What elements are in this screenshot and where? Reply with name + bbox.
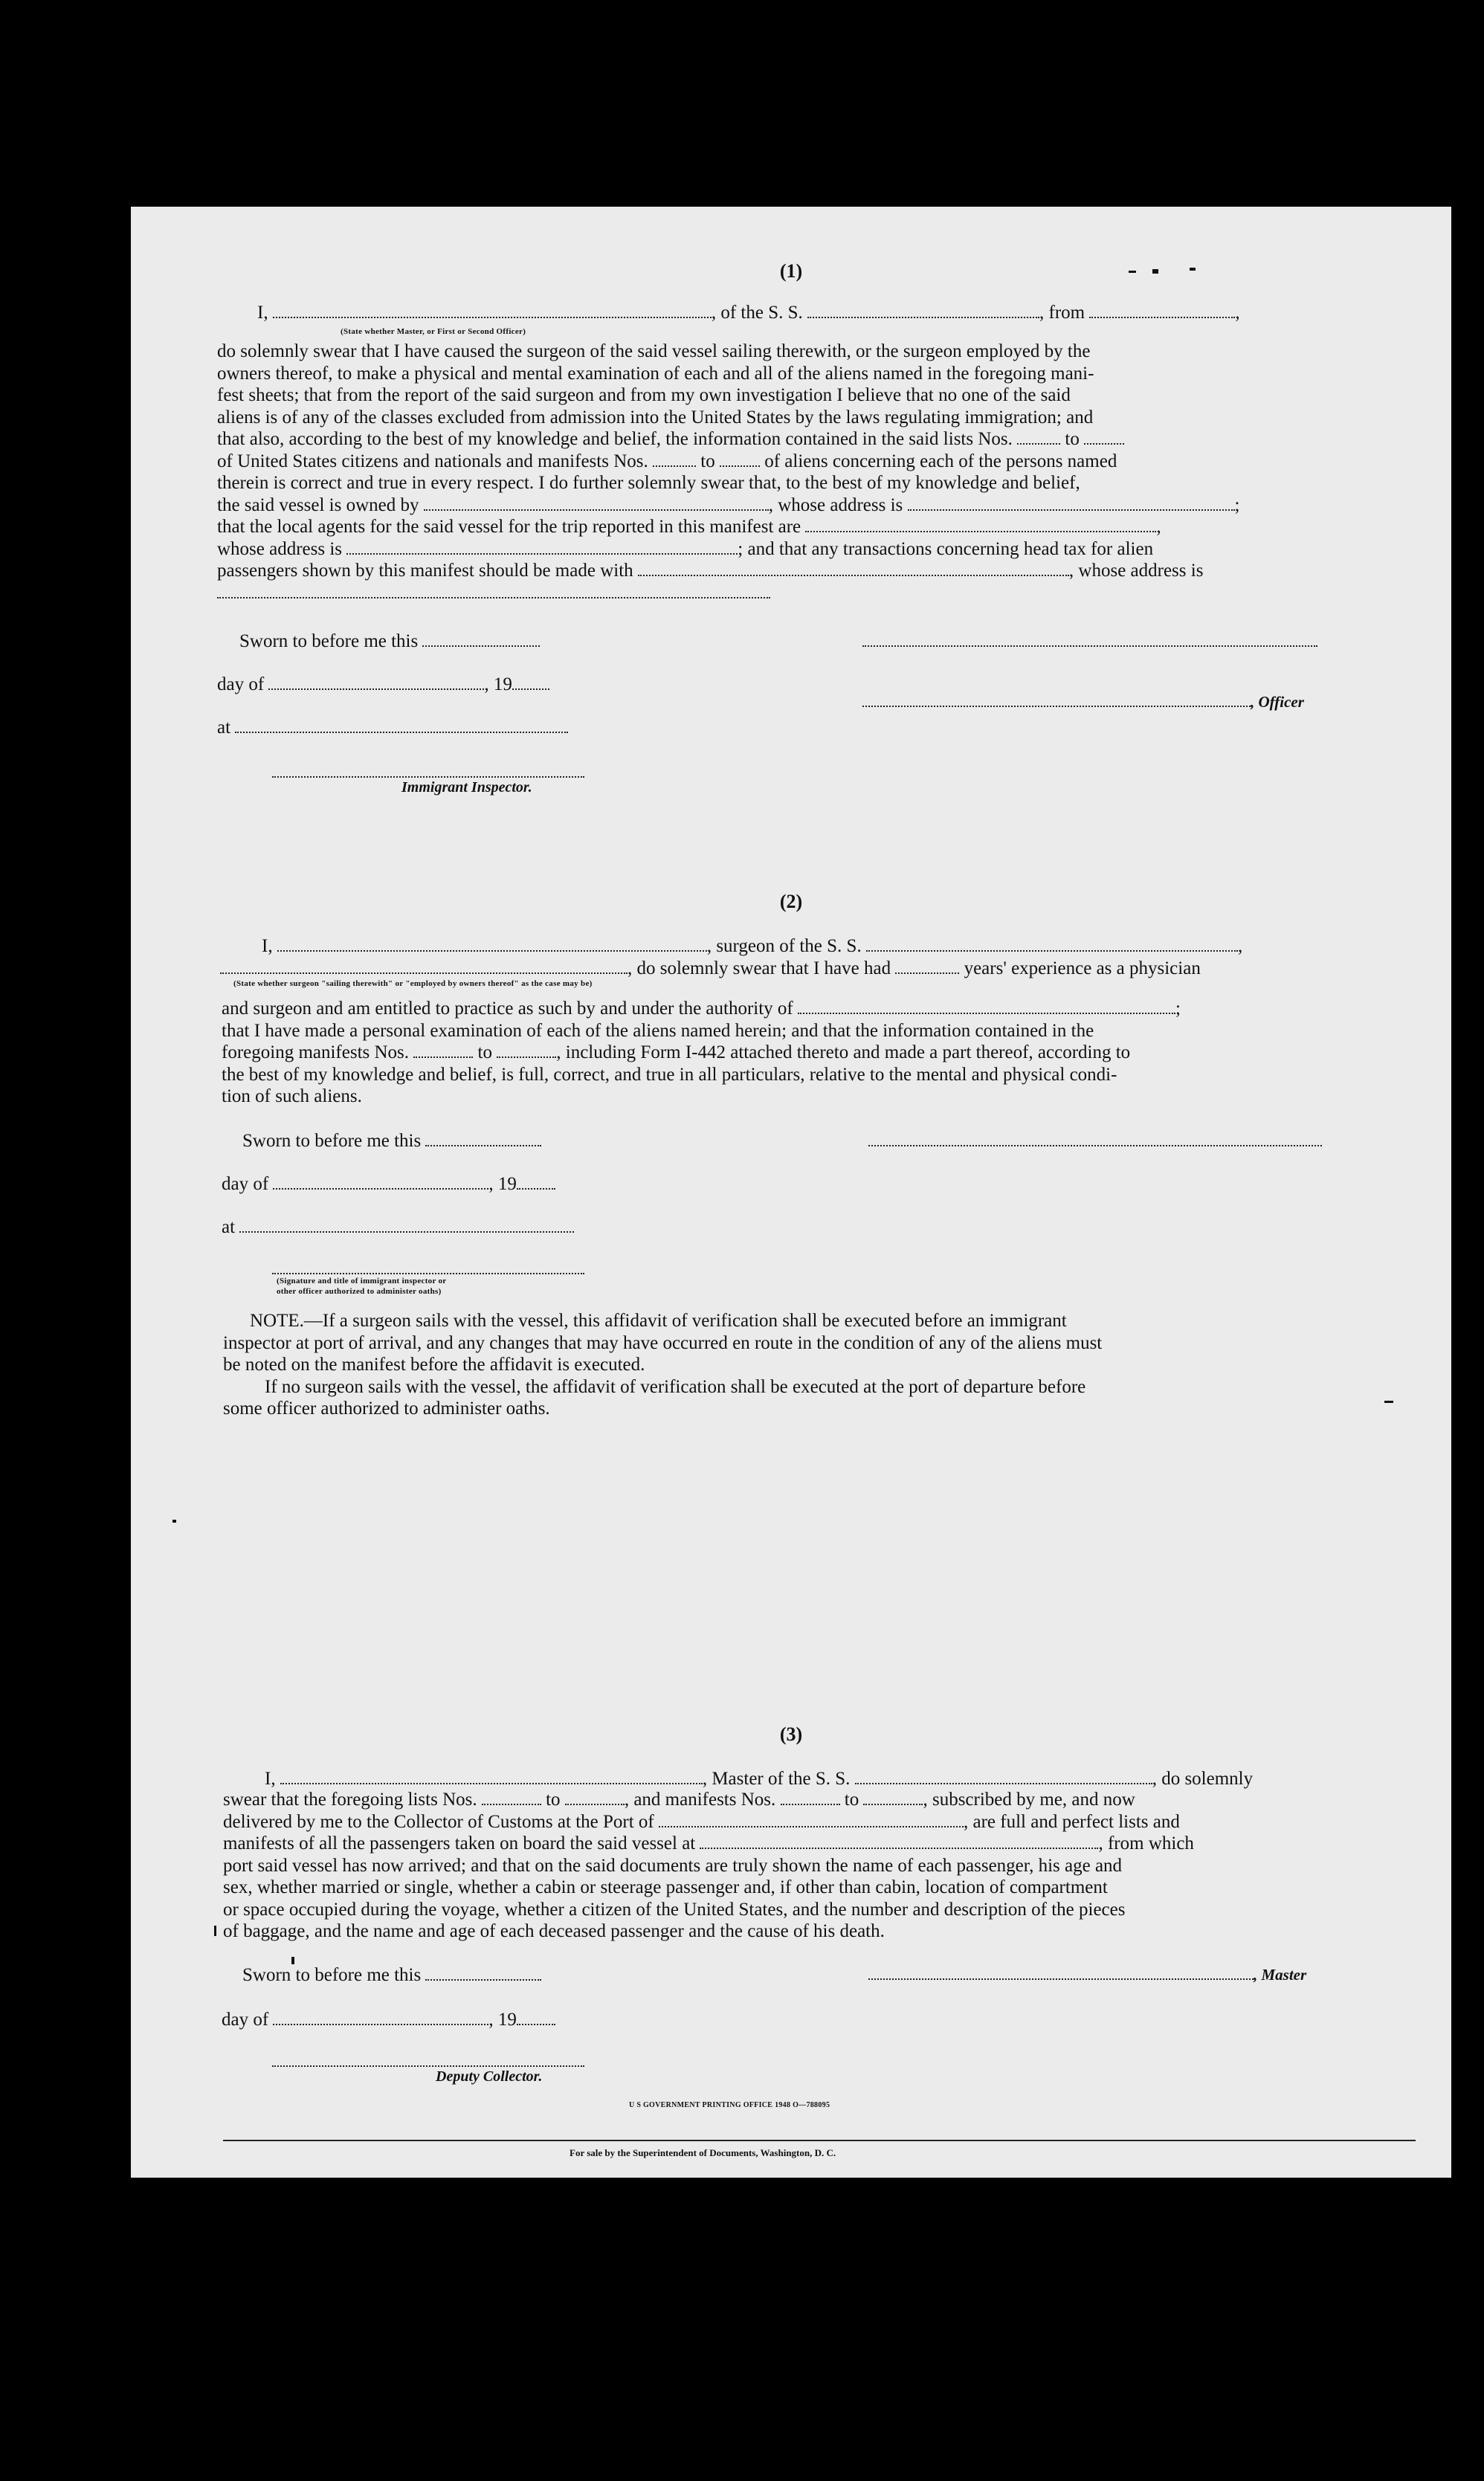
surgeon-manifests-from-field[interactable] xyxy=(413,1042,473,1058)
section-1-number: (1) xyxy=(779,260,803,282)
master-manifests-to-field[interactable] xyxy=(863,1789,923,1805)
section-2-number: (2) xyxy=(779,891,803,912)
head-tax-address-field[interactable] xyxy=(217,582,770,599)
from-port-field[interactable] xyxy=(1089,302,1235,318)
signature-title-note: (Signature and title of immigrant inspector or other officer authorized to administer oaths) xyxy=(277,1277,447,1296)
place-field[interactable] xyxy=(239,1216,574,1233)
day-field[interactable] xyxy=(273,1173,488,1190)
officer-title-field[interactable] xyxy=(862,696,1251,707)
administering-officer-signature-line[interactable] xyxy=(272,1273,584,1274)
gpo-imprint: U S GOVERNMENT PRINTING OFFICE 1948 O—788095 xyxy=(629,2101,830,2109)
section-2-sworn-line: Sworn to before me this xyxy=(242,1130,541,1152)
surgeon-name-field[interactable] xyxy=(277,935,707,952)
officer-rank-note: (State whether Master, or First or Second Officer) xyxy=(341,327,526,336)
section-3-oath: swear that the foregoing lists Nos. to , and manifests Nos. to , subscribed by me, and now delivered by me to the Collector of Customs at the Port of , are full and perfect lists and manifests of all the passengers taken on board the said vessel at , from which port said vessel has now arrived; and that on the said documents are truly shown the name of each passenger, his age and sex, whether married or single, whether a cabin or steerage passenger and, if other than cabin, location of compartment or space occupied during the voyage, whether a citizen of the United States, and the number and description of the pieces of baggage, and the name and age of each deceased passenger and the cause of his death. xyxy=(223,1790,1194,1941)
inspector-signature-line[interactable] xyxy=(272,776,584,778)
master-lists-to-field[interactable] xyxy=(565,1789,625,1805)
head-tax-party-field[interactable] xyxy=(638,560,1069,576)
scan-mark xyxy=(291,1957,294,1964)
owner-address-field[interactable] xyxy=(908,494,1235,511)
agents-address-field[interactable] xyxy=(346,538,738,555)
section-3-master-signature: , Master xyxy=(868,1966,1306,1984)
section-1-sworn-line: Sworn to before me this xyxy=(239,630,540,652)
master-manifests-from-field[interactable] xyxy=(781,1789,840,1805)
sale-notice: For sale by the Superintendent of Documents, Washington, D. C. xyxy=(570,2147,836,2158)
surgeon-manifests-to-field[interactable] xyxy=(497,1042,556,1058)
section-1-at-line: at xyxy=(217,717,568,738)
section-2-experience-line: , do solemnly swear that I have had years' experience as a physician xyxy=(220,958,1201,979)
officer-signature-line[interactable] xyxy=(862,645,1317,647)
day-field[interactable] xyxy=(273,2009,488,2025)
master-name-field[interactable] xyxy=(280,1768,703,1784)
scan-mark xyxy=(214,1926,216,1936)
section-3-sworn-line: Sworn to before me this xyxy=(242,1964,541,1986)
form-page xyxy=(131,207,1451,2178)
owner-field[interactable] xyxy=(424,494,769,511)
surgeon-status-field[interactable] xyxy=(220,958,628,974)
footer-rule xyxy=(223,2140,1416,2141)
section-2-at-line: at xyxy=(222,1216,574,1238)
manifests-to-field[interactable] xyxy=(720,451,760,467)
master-ship-field[interactable] xyxy=(855,1768,1152,1784)
local-agents-field[interactable] xyxy=(805,516,1156,532)
sworn-date-field[interactable] xyxy=(422,630,540,647)
section-3-number: (3) xyxy=(779,1723,803,1745)
surgeon-status-note: (State whether surgeon "sailing therewith" or "employed by owners thereof" as the case may be) xyxy=(233,979,593,988)
surgeon-ship-field[interactable] xyxy=(866,935,1238,952)
officer-name-field[interactable] xyxy=(273,302,712,318)
deputy-collector-label: Deputy Collector. xyxy=(436,2068,543,2085)
customs-port-field[interactable] xyxy=(659,1811,964,1827)
license-authority-field[interactable] xyxy=(798,998,1175,1014)
section-1-day-line: day of , 19 xyxy=(217,674,549,695)
section-1-officer-line: I, , of the S. S. , from , xyxy=(257,303,1240,323)
deputy-signature-line[interactable] xyxy=(272,2065,584,2067)
manifests-from-field[interactable] xyxy=(653,451,696,467)
master-signature-field[interactable] xyxy=(868,1969,1254,1980)
section-3-master-line: I, , Master of the S. S. , do solemnly xyxy=(265,1769,1254,1789)
place-field[interactable] xyxy=(235,717,568,733)
departure-port-field[interactable] xyxy=(700,1833,1098,1849)
section-1-oath: do solemnly swear that I have caused the surgeon of the said vessel sailing therewith, or the surgeon employed by the owners thereof, to make a physical and mental examination of each and all of the aliens named in the foregoing mani- fest sheets; that from the report of the said surgeon and from my own investigation I believe that no one of the said aliens is of any of the classes excluded from admission into the United States by the laws regulating immigration; and that also, according to the best of my knowledge and belief, the information contained in the said lists Nos. to of United States citizens and nationals and manifests Nos. to of aliens concerning each of the persons named therein is correct and true in every respect. I do further solemnly swear that, to the best of my knowledge and belief, the said vessel is owned by , whose address is ; that the local agents for the said vessel for the trip reported in this manifest are , whose address is ; and that any transactions concerning head tax for alien passengers shown by this manifest should be made with , whose address is xyxy=(217,341,1451,604)
section-1-officer-signature: , Officer xyxy=(862,693,1304,712)
year-field[interactable] xyxy=(517,1173,555,1190)
surgeon-note: NOTE.—If a surgeon sails with the vessel, this affidavit of verification shall be executed before an immigrant inspector at port of arrival, and any changes that may have occurred en route in the condition of any of the aliens must be noted on the manifest before the affidavit is executed. If no surgeon sails with the vessel, the affidavit of verification shall be executed at the port of departure before some officer authorized to administer oaths. xyxy=(223,1311,1103,1419)
surgeon-signature-line[interactable] xyxy=(868,1145,1322,1146)
master-lists-from-field[interactable] xyxy=(482,1789,541,1805)
sworn-date-field[interactable] xyxy=(425,1964,541,1981)
day-field[interactable] xyxy=(268,674,484,690)
year-field[interactable] xyxy=(517,2009,555,2025)
section-2-day-line: day of , 19 xyxy=(222,1173,555,1195)
section-2-surgeon-line: I, , surgeon of the S. S. , xyxy=(262,936,1243,956)
sworn-date-field[interactable] xyxy=(425,1130,541,1146)
ship-name-field[interactable] xyxy=(807,302,1039,318)
years-experience-field[interactable] xyxy=(895,958,959,974)
immigrant-inspector-label: Immigrant Inspector. xyxy=(401,779,532,796)
section-3-day-line: day of , 19 xyxy=(222,2009,555,2030)
scan-mark xyxy=(172,1520,176,1523)
lists-from-field[interactable] xyxy=(1017,428,1060,445)
lists-to-field[interactable] xyxy=(1084,428,1124,445)
section-2-oath: and surgeon and am entitled to practice as such by and under the authority of ; that I have made a personal examination of each of the aliens named herein; and that the information contained in the foregoing manifests Nos. to , including Form I-442 attached thereto and made a part thereof, according to the best of my knowledge and belief, is full, correct, and true in all particulars, relative to the mental and physical condi- tion of such aliens. xyxy=(222,998,1181,1106)
year-field[interactable] xyxy=(512,674,549,690)
